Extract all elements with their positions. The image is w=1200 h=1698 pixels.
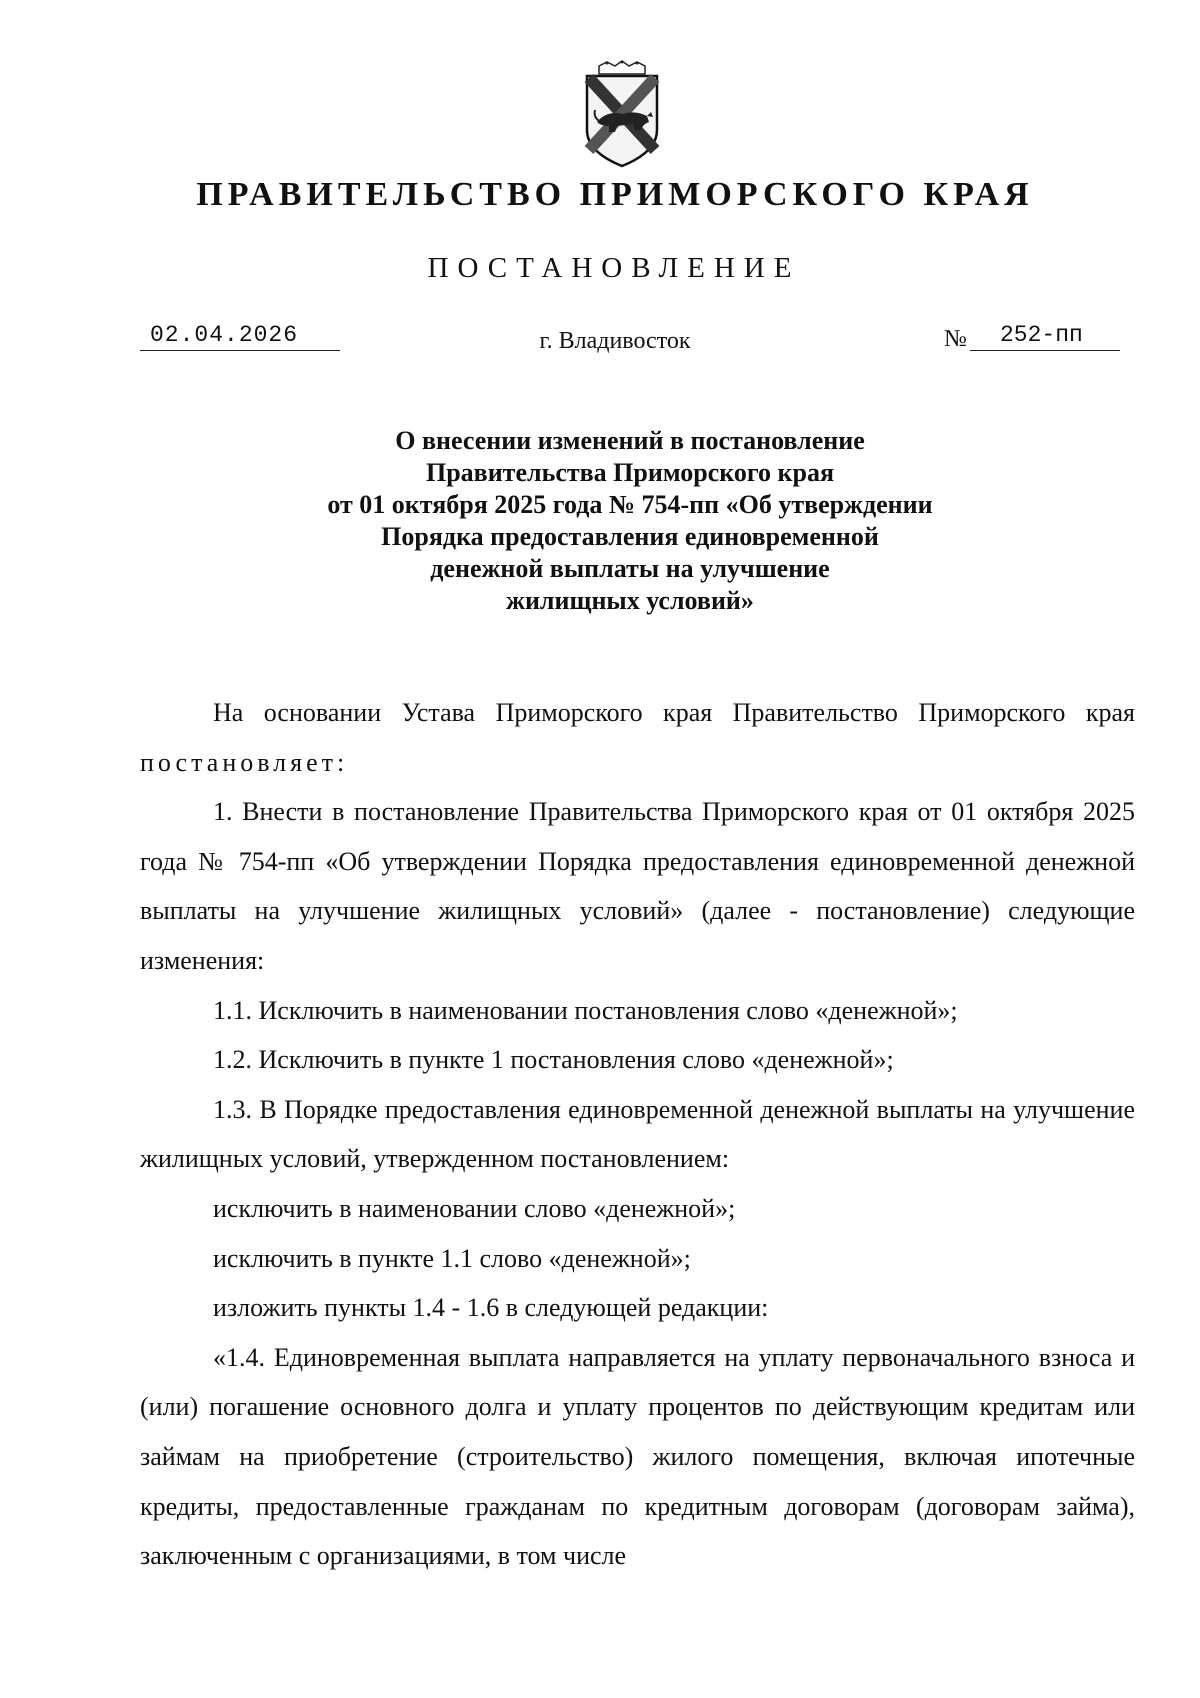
subject-line: денежной выплаты на улучшение [430,554,830,583]
subject-line: от 01 октября 2025 года № 754-пп «Об утверждении [327,490,933,519]
intro-text: На основании Устава Приморского края Правительство Приморского края [213,698,1135,727]
subject-line: О внесении изменений в постановление [395,426,865,455]
body-paragraph: исключить в пункте 1.1 слово «денежной»; [213,1243,691,1273]
document-body [140,688,1135,1581]
government-title: ПРАВИТЕЛЬСТВО ПРИМОРСКОГО КРАЯ [196,176,1034,213]
document-subject [250,425,1010,617]
body-paragraph: «1.4. Единовременная выплата направляется на уплату первоначального взноса и (или) погашение основного долга и уплату процентов по действующим кредитам или займам на приобретение (строительство) жилого помещения, включая ипотечные кредиты, предоставленные гражданам по кредитным договорам (договорам займа), заключенным с организациями, в том числе [140,1342,1135,1571]
document-city: г. Владивосток [539,328,691,354]
body-paragraph: исключить в наименовании слово «денежной»; [213,1193,736,1223]
intro-keyword: постановляет: [140,747,349,777]
body-paragraph: 1.1. Исключить в наименовании постановления слово «денежной»; [213,995,958,1025]
subject-line: Порядка предоставления единовременной [381,522,879,551]
document-number: 252-пп [970,322,1120,351]
body-paragraph: 1.2. Исключить в пункте 1 постановления слово «денежной»; [213,1045,894,1075]
intro-paragraph [140,688,1135,787]
coat-of-arms-emblem [577,60,667,170]
body-paragraph: 1.3. В Порядке предоставления единовременной денежной выплаты на улучшение жилищных условий, утвержденном постановлением: [140,1094,1135,1174]
subject-line: жилищных условий» [506,586,754,615]
number-label: № [944,326,967,352]
document-type: ПОСТАНОВЛЕНИЕ [427,252,801,284]
body-paragraph: изложить пункты 1.4 - 1.6 в следующей редакции: [213,1293,769,1323]
document-date: 02.04.2026 [140,322,340,351]
body-paragraph: 1. Внести в постановление Правительства Приморского края от 01 октября 2025 года № 754-пп «Об утверждении Порядка предоставления единовременной денежной выплаты на улучшение жилищных условий» (далее - постановление) следующие изменения: [140,797,1135,975]
subject-line: Правительства Приморского края [425,458,835,487]
